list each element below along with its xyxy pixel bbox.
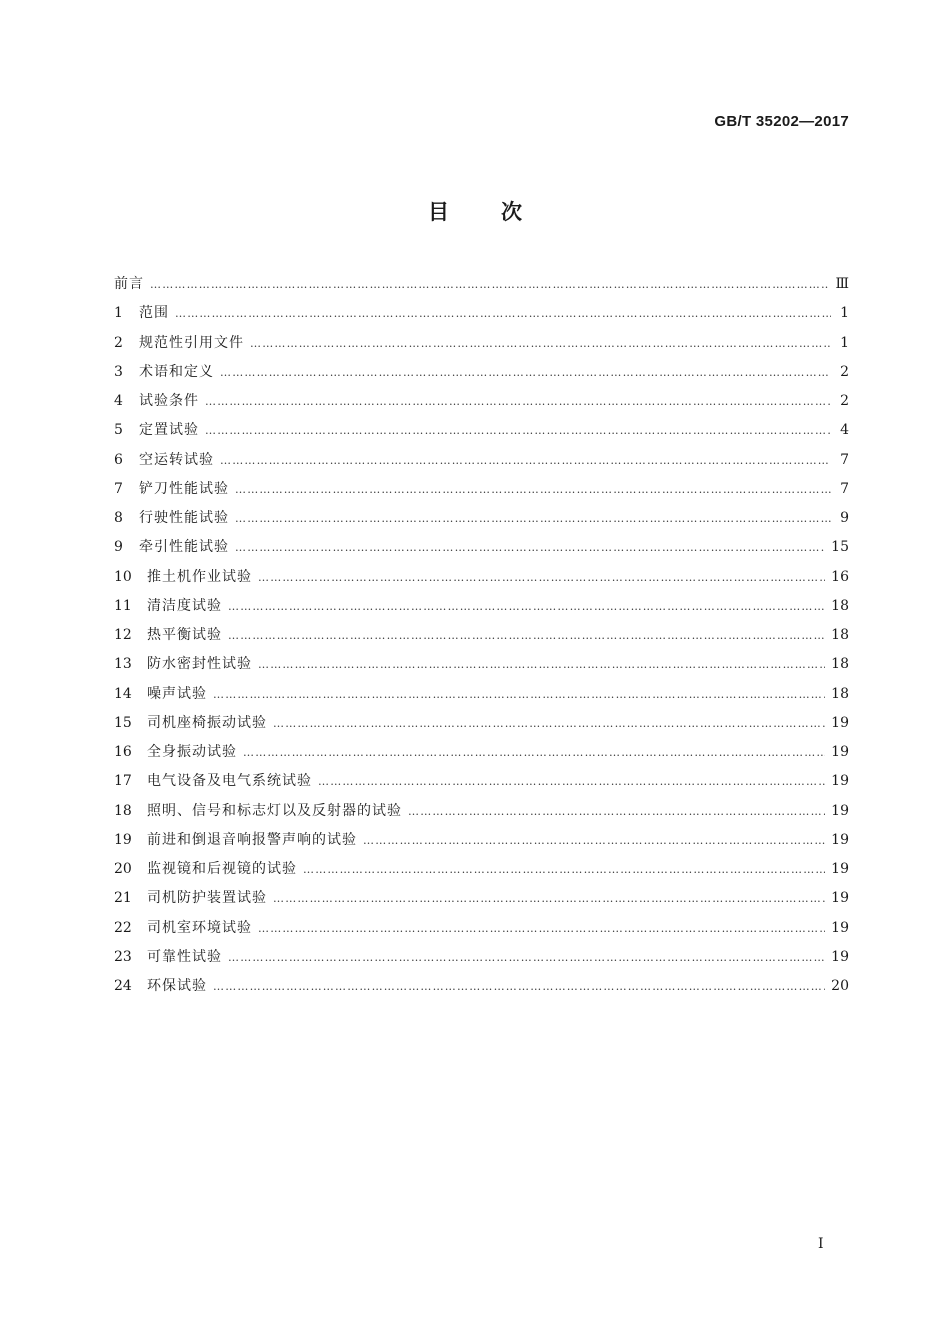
toc-dot-leader <box>408 797 825 826</box>
toc-entry[interactable] <box>114 797 849 826</box>
toc-entry-page: 18 <box>831 656 849 673</box>
toc-entry[interactable] <box>114 884 849 913</box>
toc-entry[interactable] <box>114 358 849 387</box>
toc-entry-label: 电气设备及电气系统试验 <box>147 773 312 790</box>
toc-entry-page: 19 <box>831 744 849 760</box>
toc-entry[interactable] <box>114 709 849 738</box>
toc-dot-leader <box>213 680 825 709</box>
toc-entry-number: 13 <box>114 656 132 673</box>
toc-entry-number: 9 <box>114 539 123 556</box>
toc-entry[interactable] <box>114 826 849 855</box>
toc-entry[interactable] <box>114 504 849 533</box>
toc-entry[interactable] <box>114 738 849 767</box>
toc-entry-label: 定置试验 <box>139 422 199 439</box>
toc-dot-leader <box>258 650 825 679</box>
toc-entry-label: 清洁度试验 <box>147 597 222 614</box>
toc-entry[interactable] <box>114 650 849 679</box>
toc-entry-page: 4 <box>840 422 849 439</box>
toc-entry-page: 19 <box>831 831 849 848</box>
toc-entry[interactable] <box>114 446 849 475</box>
toc-dot-leader <box>243 738 825 767</box>
toc-dot-leader <box>235 533 825 562</box>
toc-entry[interactable] <box>114 387 849 416</box>
toc-entry-page: 15 <box>831 539 849 556</box>
toc-entry-number: 16 <box>114 744 132 760</box>
toc-entry-page: Ⅲ <box>835 276 849 292</box>
toc-entry[interactable] <box>114 855 849 884</box>
toc-entry[interactable] <box>114 475 849 504</box>
toc-entry-label: 推土机作业试验 <box>147 568 252 585</box>
toc-entry[interactable] <box>114 416 849 445</box>
toc-dot-leader <box>228 621 825 650</box>
toc-dot-leader <box>205 416 831 445</box>
toc-entry-label: 空运转试验 <box>139 451 214 468</box>
toc-entry-page: 1 <box>840 334 849 351</box>
toc-entry-label: 试验条件 <box>139 393 199 409</box>
toc-dot-leader <box>273 709 825 738</box>
toc-dot-leader <box>363 826 825 855</box>
toc-entry-label: 范围 <box>139 305 169 322</box>
toc-entry-label: 噪声试验 <box>147 685 207 702</box>
toc-entry[interactable] <box>114 329 849 358</box>
toc-entry-page: 2 <box>840 363 849 380</box>
toc-entry-number: 20 <box>114 861 132 877</box>
toc-entry-label: 牵引性能试验 <box>139 539 229 556</box>
toc-entry-page: 7 <box>840 451 849 468</box>
toc-entry-number: 8 <box>114 510 123 526</box>
toc-entry-number: 10 <box>114 568 132 585</box>
toc-entry-label: 前言 <box>114 276 144 292</box>
toc-entry-number: 11 <box>114 597 132 614</box>
toc-entry-number: 18 <box>114 802 132 819</box>
toc-entry-number: 14 <box>114 685 132 702</box>
toc-dot-leader <box>228 943 825 972</box>
toc-entry-label: 铲刀性能试验 <box>139 480 229 497</box>
toc-entry-label: 热平衡试验 <box>147 627 222 643</box>
toc-entry-number: 17 <box>114 773 132 790</box>
toc-dot-leader <box>258 914 825 943</box>
toc-entry-number: 15 <box>114 714 132 731</box>
toc-entry-number: 3 <box>114 363 123 380</box>
toc-entry-page: 1 <box>840 305 849 322</box>
toc-dot-leader <box>213 972 825 1001</box>
toc-entry-label: 行驶性能试验 <box>139 510 229 526</box>
toc-entry-label: 可靠性试验 <box>147 948 222 965</box>
toc-entry[interactable] <box>114 592 849 621</box>
toc-dot-leader <box>250 329 831 358</box>
toc-entry[interactable] <box>114 914 849 943</box>
toc-entry-page: 19 <box>831 890 849 907</box>
toc-entry-label: 规范性引用文件 <box>139 334 244 351</box>
toc-entry-label: 防水密封性试验 <box>147 656 252 673</box>
toc-entry-number: 23 <box>114 948 132 965</box>
toc-entry-page: 19 <box>831 861 849 877</box>
toc-entry[interactable] <box>114 767 849 796</box>
toc-entry-page: 19 <box>831 948 849 965</box>
toc-entry-number: 21 <box>114 890 132 907</box>
toc-entry-page: 18 <box>831 685 849 702</box>
toc-dot-leader <box>318 767 825 796</box>
toc-entry-number: 22 <box>114 919 132 936</box>
toc-entry-page: 2 <box>840 393 849 409</box>
toc-entry-label: 照明、信号和标志灯以及反射器的试验 <box>147 802 402 819</box>
toc-entry-label: 前进和倒退音响报警声响的试验 <box>147 831 357 848</box>
toc-entry-label: 司机座椅振动试验 <box>147 714 267 731</box>
toc-entry-page: 19 <box>831 919 849 936</box>
toc-entry-number: 24 <box>114 978 132 994</box>
toc-entry-page: 20 <box>831 978 849 994</box>
toc-dot-leader <box>273 884 825 913</box>
toc-entry-page: 16 <box>831 568 849 585</box>
toc-entry[interactable] <box>114 972 849 1001</box>
toc-entry-number: 19 <box>114 831 132 848</box>
toc-entry-number: 4 <box>114 393 123 409</box>
toc-entry-page: 19 <box>831 773 849 790</box>
footer-page-number: I <box>818 1236 824 1252</box>
toc-entry-number: 2 <box>114 334 123 351</box>
toc-dot-leader <box>228 592 825 621</box>
toc-dot-leader <box>303 855 825 884</box>
toc-entry-label: 全身振动试验 <box>147 744 237 760</box>
toc-entry-page: 19 <box>831 802 849 819</box>
toc-entry-number: 12 <box>114 627 132 643</box>
toc-entry[interactable] <box>114 270 849 299</box>
standard-code: GB/T 35202—2017 <box>714 113 849 130</box>
toc-entry-number: 1 <box>114 305 123 322</box>
table-of-contents <box>114 270 849 1001</box>
toc-dot-leader <box>235 475 831 504</box>
toc-dot-leader <box>205 387 831 416</box>
toc-dot-leader <box>235 504 831 533</box>
toc-entry[interactable] <box>114 563 849 592</box>
toc-entry-number: 7 <box>114 480 123 497</box>
toc-entry-number: 6 <box>114 451 123 468</box>
toc-entry[interactable] <box>114 680 849 709</box>
toc-entry-page: 18 <box>831 597 849 614</box>
toc-entry-page: 7 <box>840 480 849 497</box>
toc-entry-label: 监视镜和后视镜的试验 <box>147 861 297 877</box>
toc-entry-label: 环保试验 <box>147 978 207 994</box>
toc-dot-leader <box>150 270 829 299</box>
toc-entry[interactable] <box>114 533 849 562</box>
toc-entry-label: 司机防护装置试验 <box>147 890 267 907</box>
toc-entry-page: 9 <box>840 510 849 526</box>
toc-dot-leader <box>220 358 831 387</box>
toc-entry[interactable] <box>114 943 849 972</box>
toc-entry[interactable] <box>114 299 849 328</box>
toc-entry-label: 司机室环境试验 <box>147 919 252 936</box>
toc-dot-leader <box>258 563 825 592</box>
toc-entry-page: 19 <box>831 714 849 731</box>
page-title: 目次 <box>428 200 574 224</box>
toc-dot-leader <box>175 299 831 328</box>
toc-entry-label: 术语和定义 <box>139 363 214 380</box>
toc-entry-number: 5 <box>114 422 123 439</box>
toc-entry-page: 18 <box>831 627 849 643</box>
toc-dot-leader <box>220 446 831 475</box>
toc-entry[interactable] <box>114 621 849 650</box>
